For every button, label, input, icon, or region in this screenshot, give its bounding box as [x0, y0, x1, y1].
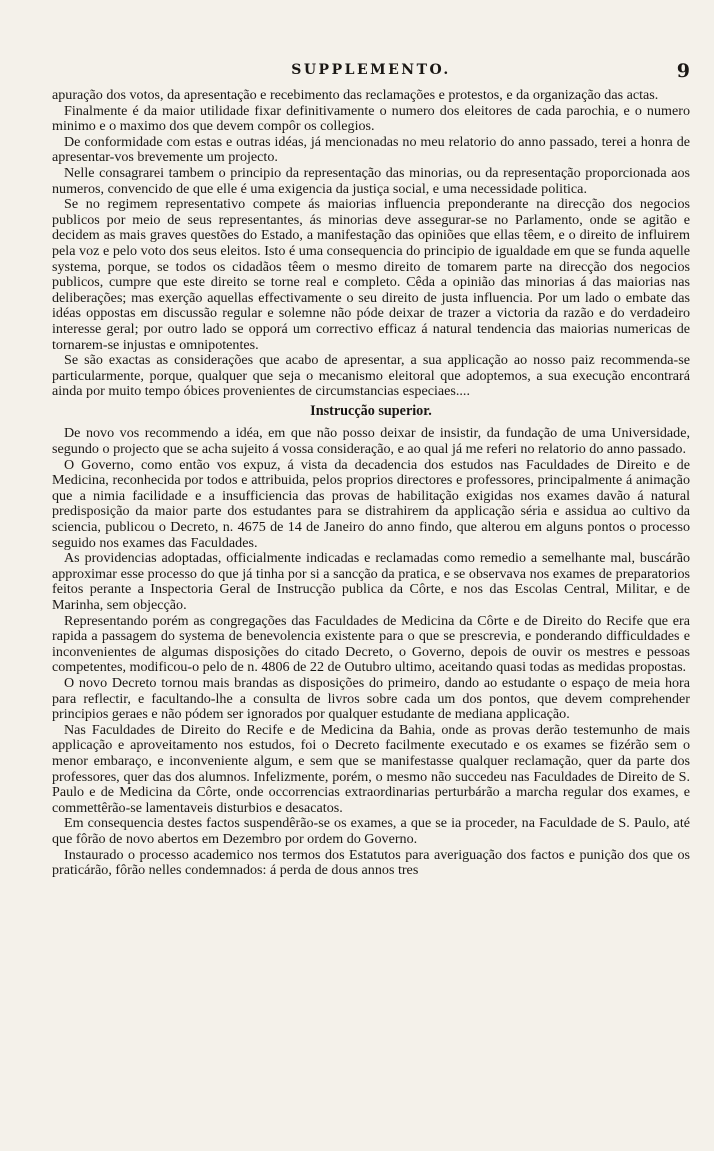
paragraph: apuração dos votos, da apresentação e recebimento das reclamações e protestos, e da organização das actas.: [52, 87, 659, 103]
paragraph: Se no regimem representativo compete ás maiorias influencia preponderante na direcção dos negocios publicos por meio de seus representantes, ás minorias deve assegurar-se no Parlamento, onde se agitão e decidem as mais graves questões do Estado, a manifestação das opiniões que ellas têem, e o direito de influirem pela voz e pelo voto dos seus eleitos. Isto é uma consequencia do principio de igualdade em que se funda aquelle systema, porque, se todos os cidadãos têem o mesmo direito de tomarem parte na direcção dos negocios publicos, cumpre que este direito se torne real e completo. Cêda a opinião das minorias á das maiorias nas deliberações; mas exerção aquellas effectivamente o seu direito de justa influencia. Por um lado o embate das idéas oppostas em discussão regular e solemne não póde deixar de trazer a victoria da razão e do verdadeiro interesse geral; por outro lado se opporá um correctivo efficaz á natural tendencia das maiorias numericas de tornarem-se injustas e omnipotentes.: [52, 196, 690, 353]
body-text: [52, 88, 690, 879]
paragraph: Instaurado o processo academico nos termos dos Estatutos para averiguação dos factos e punição dos que os praticárão, fôrão nelles condemnados: á perda de dous annos tres: [52, 846, 690, 879]
paragraph: De novo vos recommendo a idéa, em que não posso deixar de insistir, da fundação de uma Universidade, segundo o projecto que se acha sujeito á vossa consideração, e ao qual já me referi no relatorio do anno passado.: [52, 425, 690, 458]
paragraph: O novo Decreto tornou mais brandas as disposições do primeiro, dando ao estudante o espaço de meia hora para reflectir, e facultando-lhe a consulta de livros sobre cada um dos pontos, que devem comprehender principios geraes e não pódem ser ignorados por qualquer estudante de mediana applicação.: [52, 674, 690, 723]
paragraph: Representando porém as congregações das Faculdades de Medicina da Côrte e de Direito do Recife que era rapida a passagem do systema de benevolencia existente para o que se prescrevia, e ponderando difficuldades e inconvenientes de algumas disposições do citado Decreto, o Governo, depois de ouvir os mestres e pessoas competentes, modificou-o pelo de n. 4806 de 22 de Outubro ultimo, aceitando quasi todas as medidas propostas.: [52, 612, 690, 676]
page-number: 9: [676, 60, 690, 82]
running-title: SUPPLEMENTO.: [291, 62, 451, 78]
page-header: [52, 60, 690, 84]
paragraph: O Governo, como então vos expuz, á vista da decadencia dos estudos nas Faculdades de Direito e de Medicina, reconhecida por todos e attribuida, pelos proprios directores e professores, principalmente á animação que a nimia facilidade e a insufficiencia das provas de habilitação exigidas nos exames davão á natural predisposição da maior parte dos estudantes para se distrahirem da applicação séria e assidua ao cultivo da sciencia, publicou o Decreto, n. 4675 de 14 de Janeiro do anno findo, que alterou em alguns pontos o processo seguido nos exames das Faculdades.: [52, 456, 690, 551]
section-heading: Instrucção superior.: [310, 402, 432, 419]
paragraph: Se são exactas as considerações que acabo de apresentar, a sua applicação ao nosso paiz recommenda-se particularmente, porque, qualquer que seja o mecanismo eleitoral que adoptemos, a sua execução encontrará ainda por muito tempo óbices provenientes de circumstancias especiaes....: [52, 352, 690, 400]
paragraph: Nas Faculdades de Direito do Recife e de Medicina da Bahia, onde as provas derão testemunho de mais applicação e aproveitamento nos estudos, foi o Decreto facilmente executado e os exames se fizérão sem o menor embaraço, e inconveniente algum, e sem que se manifestasse qualquer reclamação, quer da parte dos professores, quer das dos alumnos. Infelizmente, porém, o mesmo não succedeu nas Faculdades de Direito de S. Paulo e de Medicina da Côrte, onde occorrencias extraordinarias perturbárão a marcha regular dos exames, e commettêrão-se lamentaveis disturbios e desacatos.: [52, 721, 690, 816]
paragraph: Nelle consagrarei tambem o principio da representação das minorias, ou da representação proporcionada aos numeros, convencido de que elle é uma exigencia da justiça social, e uma necessidade politica.: [52, 164, 690, 197]
paragraph: As providencias adoptadas, officialmente indicadas e reclamadas como remedio a semelhante mal, buscárão approximar esse processo do que já tinha por si a sancção da pratica, e se observava nos exames de preparatorios feitos perante a Inspectoria Geral de Instrucção publica da Côrte, e nos das Escolas Central, Militar, e de Marinha, sem objecção.: [52, 550, 690, 613]
paragraph: Em consequencia destes factos suspendêrão-se os exames, a que se ia proceder, na Faculdade de S. Paulo, até que fôrão de novo abertos em Dezembro por ordem do Governo.: [52, 815, 690, 847]
paragraph: Finalmente é da maior utilidade fixar definitivamente o numero dos eleitores de cada parochia, e o numero minimo e o maximo dos que devem compôr os collegios.: [52, 102, 690, 135]
document-page: [52, 60, 690, 879]
paragraph: De conformidade com estas e outras idéas, já mencionadas no meu relatorio do anno passado, terei a honra de apresentar-vos brevemente um projecto.: [52, 133, 690, 166]
